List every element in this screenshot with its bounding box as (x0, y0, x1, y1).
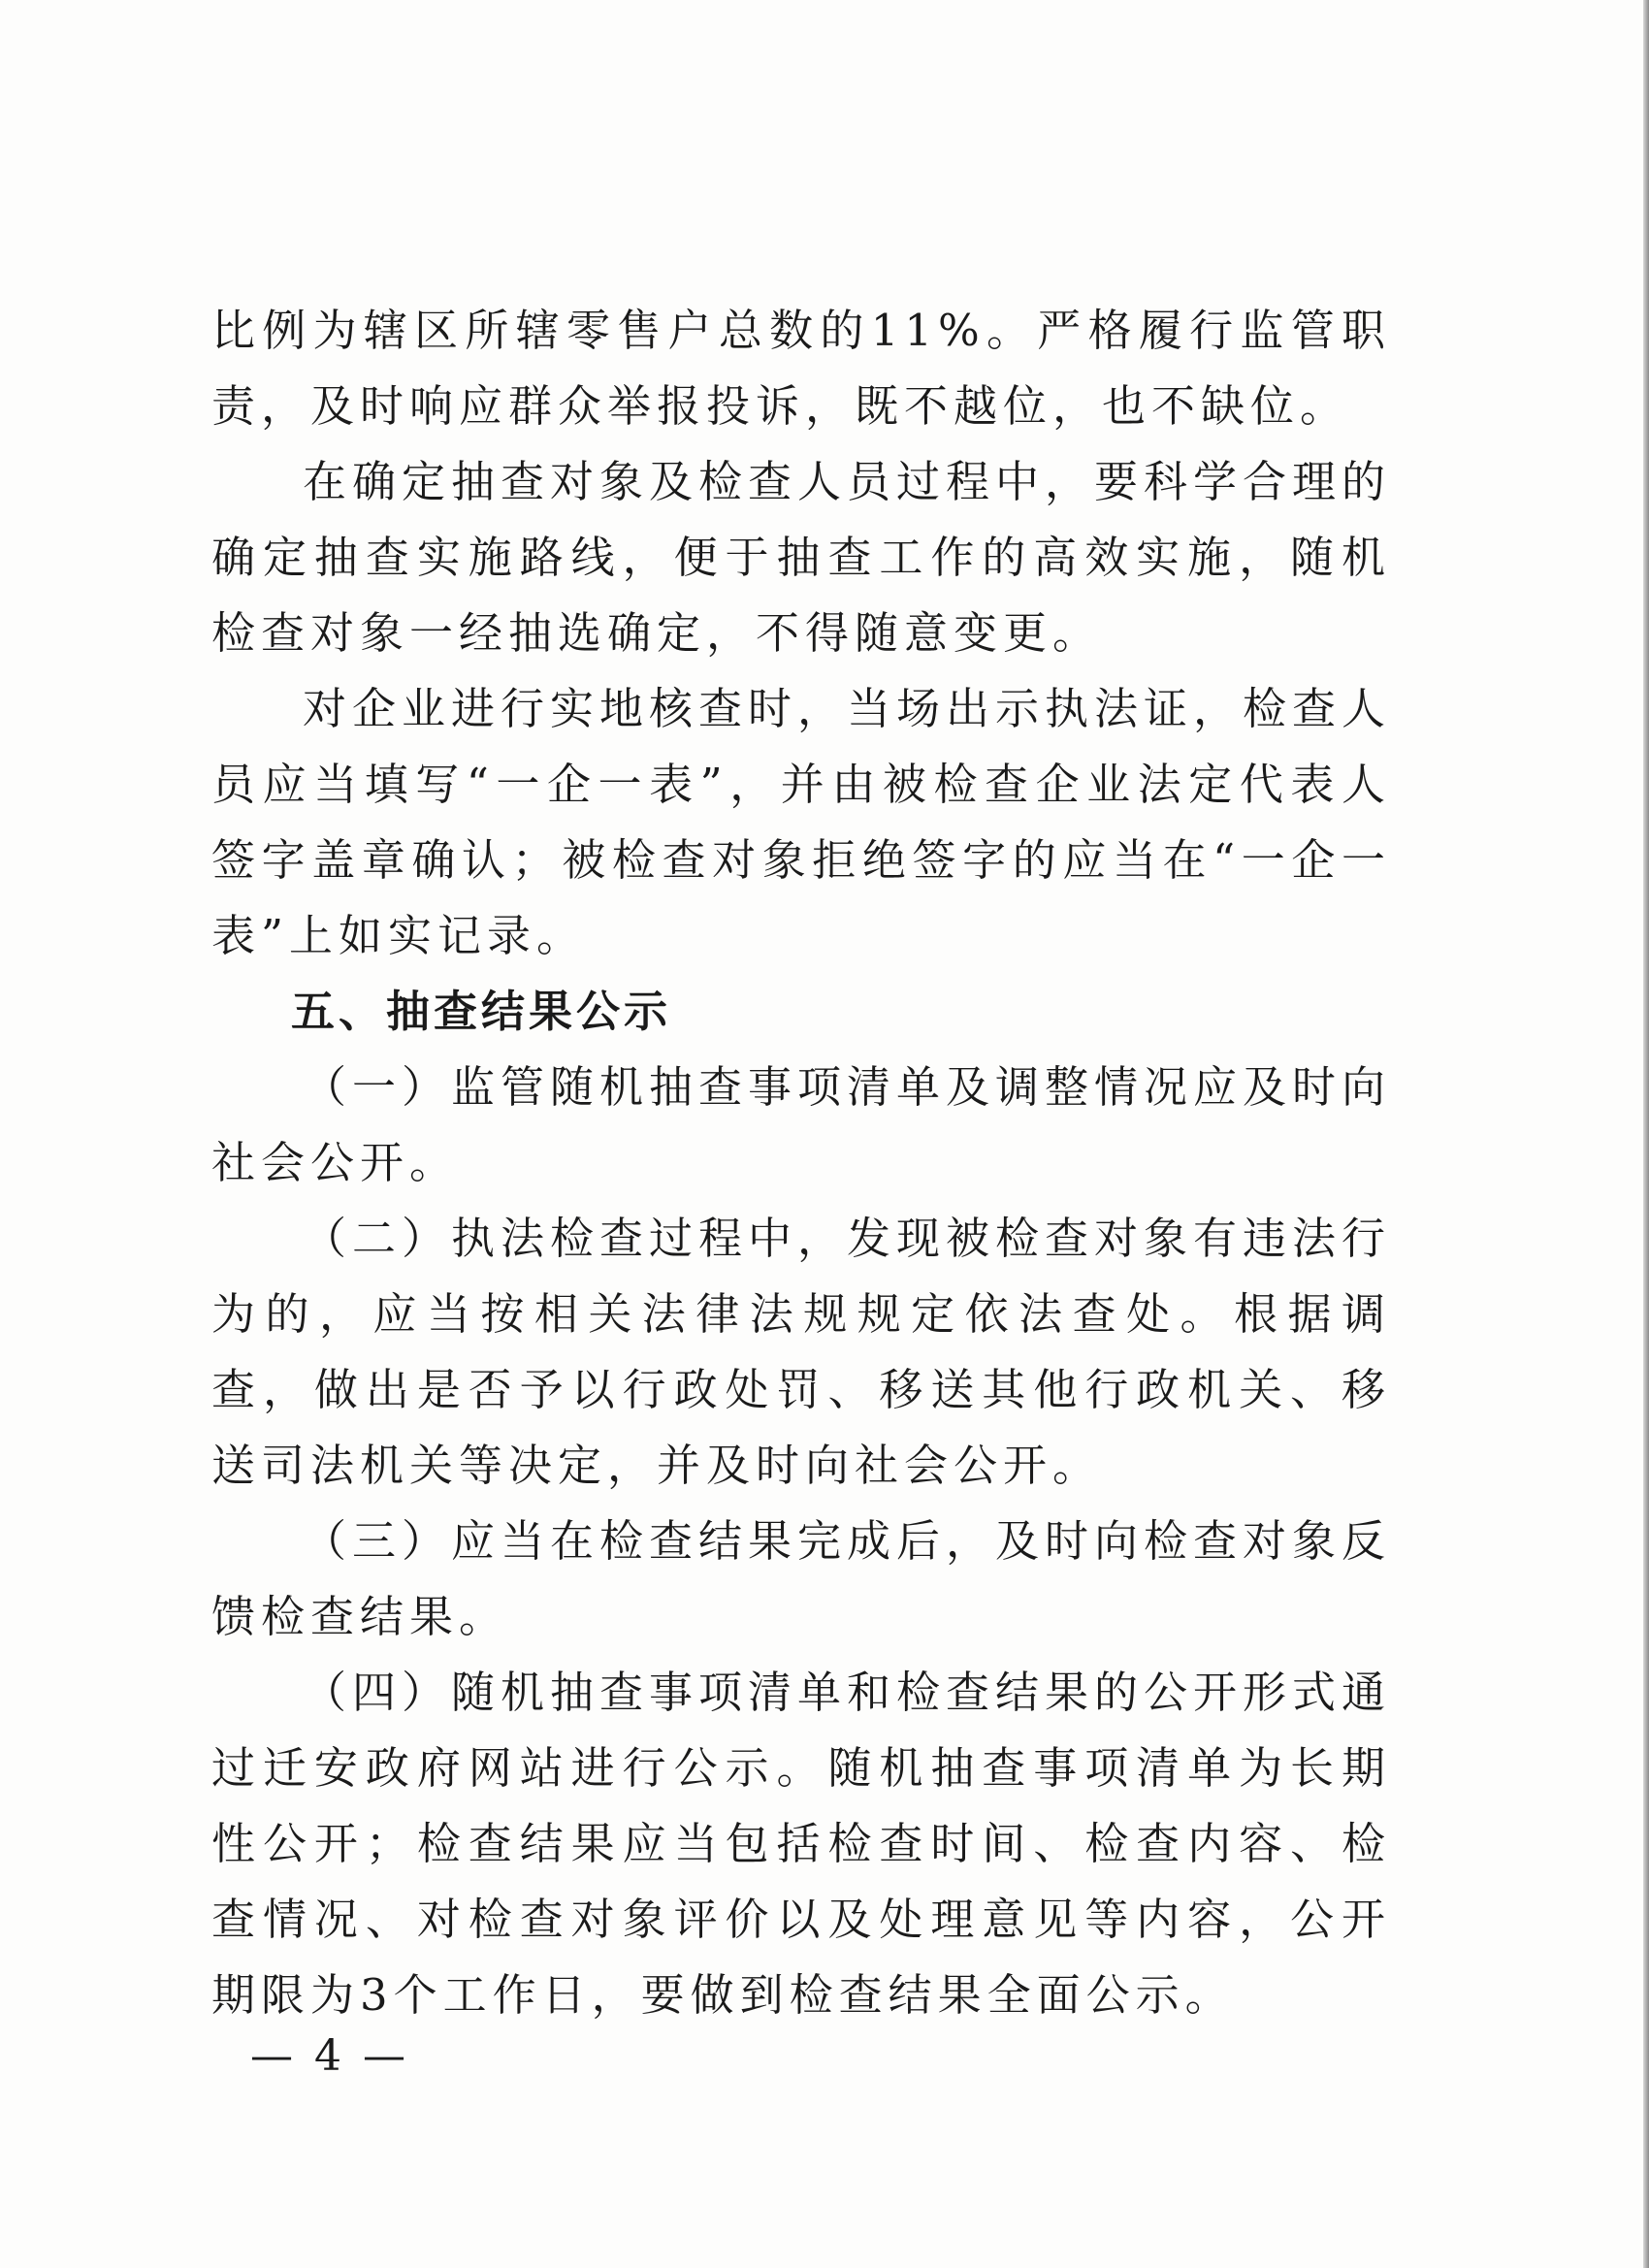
item-3: （三）应当在检查结果完成后，及时向检查对象反馈检查结果。 (211, 1515, 1392, 1642)
item-2: （二）执法检查过程中，发现被检查对象有违法行为的，应当按相关法律法规规定依法查处。根据调查，做出是否予以行政处罚、移送其他行政机关、移送司法机关等决定，并及时向社会公开。 (211, 1213, 1392, 1491)
section-heading: 五、抽查结果公示 (291, 986, 672, 1037)
scan-edge (1643, 0, 1649, 2268)
document-body (211, 293, 1391, 2033)
item-1: （一）监管随机抽查事项清单及调整情况应及时向社会公开。 (211, 1061, 1392, 1188)
item-4: （四）随机抽查事项清单和检查结果的公开形式通过迁安政府网站进行公示。随机抽查事项清单为长期性公开；检查结果应当包括检查时间、检查内容、检查情况、对检查对象评价以及处理意见等内容，公开期限为3个工作日，要做到检查结果全面公示。 (211, 1667, 1392, 2021)
page-number: — 4 — (250, 2031, 409, 2081)
paragraph-onsite-check: 对企业进行实地核查时，当场出示执法证，检查人员应当填写“一企一表”，并由被检查企业法定代表人签字盖章确认；被检查对象拒绝签字的应当在“一企一表”上如实记录。 (211, 683, 1392, 961)
paragraph-inspection-route: 在确定抽查对象及检查人员过程中，要科学合理的确定抽查实施路线，便于抽查工作的高效实施，随机检查对象一经抽选确定，不得随意变更。 (211, 456, 1392, 659)
paragraph-continuation: 比例为辖区所辖零售户总数的11%。严格履行监管职责，及时响应群众举报投诉，既不越位，也不缺位。 (211, 305, 1391, 432)
